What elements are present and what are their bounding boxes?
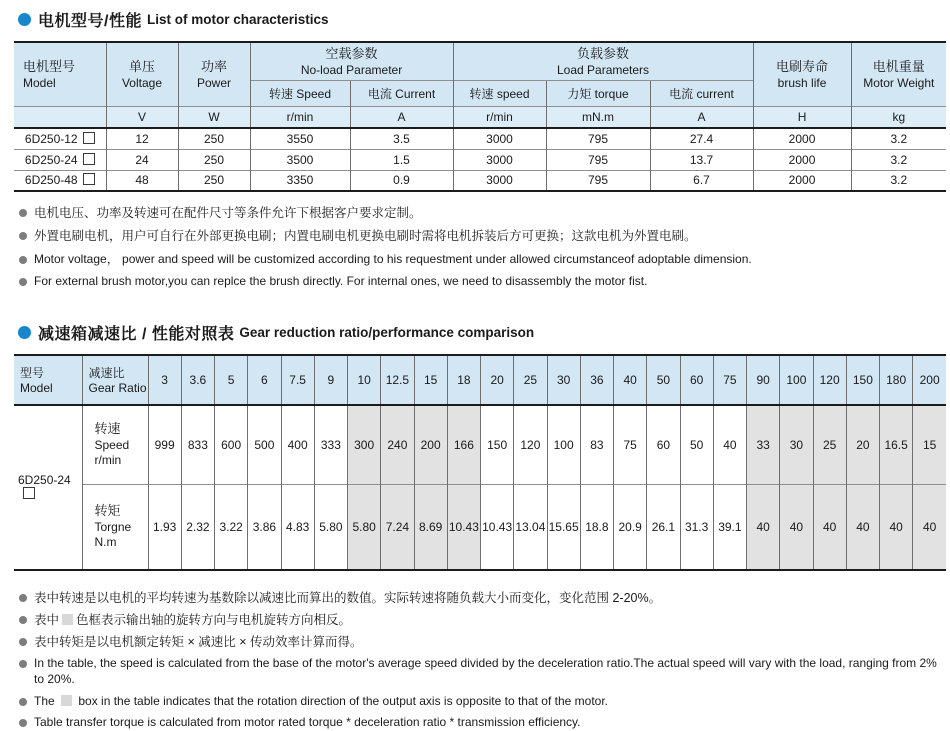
torque-cell: 10.43 (481, 485, 514, 570)
speed-cell: 166 (447, 405, 480, 485)
ratio-header-cell: 9 (314, 355, 347, 405)
value-cell: 0.9 (350, 170, 453, 191)
speed-cell: 50 (680, 405, 713, 485)
sub-header-cell: 电流 current (650, 80, 753, 106)
speed-cell: 75 (614, 405, 647, 485)
ratio-header-cell: 3.6 (181, 355, 214, 405)
header-label-en: Load Parameters (556, 62, 650, 77)
speed-cell: 15 (913, 405, 946, 485)
header-label-zh: 功率 (200, 58, 227, 74)
torque-cell: 15.65 (547, 485, 580, 570)
header-label-zh: 电刷寿命 (776, 58, 829, 74)
section2-notes (14, 590, 946, 731)
motor-unit-row (14, 106, 946, 128)
note-item (14, 634, 946, 650)
note-text: 表中转速是以电机的平均转速为基数除以减速比而算出的数值。实际转速将随负载大小而变化，变化范围 2-20%。 (34, 590, 662, 605)
ratio-header-cell: 3 (148, 355, 181, 405)
note-bullet-icon (19, 256, 27, 264)
unit-cell: r/min (250, 106, 350, 128)
note-text: 表中 色框表示输出轴的旋转方向与电机旋转方向相反。 (34, 612, 352, 627)
load-group-header-cell (453, 42, 753, 80)
header-label-zh: 空载参数 (325, 45, 378, 61)
header-label-zh: 单压 (128, 58, 155, 74)
note-item (14, 590, 946, 606)
note-bullet-icon (19, 660, 27, 668)
sub-header-cell: 力矩 torque (546, 80, 650, 106)
gear-table-container (14, 354, 946, 571)
sub-header-cell: 转速 Speed (250, 80, 350, 106)
note-item (14, 694, 946, 710)
torque-cell: 31.3 (680, 485, 713, 570)
note-text: The box in the table indicates that the rotation direction of the output axis is opposite to that of the motor. (34, 693, 609, 708)
note-item (14, 205, 946, 221)
header-label-zh: 电机重量 (872, 58, 925, 74)
note-bullet-icon (19, 209, 27, 217)
speed-cell: 25 (813, 405, 846, 485)
value-cell: 3550 (250, 128, 350, 149)
unit-cell: W (178, 106, 250, 128)
brush-life-header-cell (753, 42, 851, 106)
ratio-header-cell: 180 (880, 355, 913, 405)
value-cell: 2000 (753, 128, 851, 149)
speed-cell: 20 (846, 405, 879, 485)
ratio-header-cell: 6 (248, 355, 281, 405)
model-header-cell (14, 42, 106, 106)
value-cell: 2000 (753, 149, 851, 170)
torque-cell: 3.22 (215, 485, 248, 570)
speed-cell: 30 (780, 405, 813, 485)
value-cell: 3350 (250, 170, 350, 191)
section2-title-en: Gear reduction ratio/performance comparison (239, 324, 535, 340)
gear-model-cell: 6D250-24 (14, 405, 82, 570)
note-bullet-icon (19, 638, 27, 646)
note-text: 外置电刷电机，用户可自行在外部更换电刷；内置电刷电机更换电刷时需将电机拆装后方可更换；这款电机为外置电刷。 (34, 229, 697, 244)
section2-title (18, 321, 946, 344)
value-cell: 3.2 (851, 128, 946, 149)
gear-header-row (14, 355, 946, 405)
speed-cell: 300 (348, 405, 381, 485)
gray-swatch-icon (62, 614, 73, 625)
motor-header-row-groups (14, 42, 946, 80)
value-cell: 13.7 (650, 149, 753, 170)
note-text: 表中转矩是以电机额定转矩 × 减速比 × 传动效率计算而得。 (34, 635, 363, 650)
value-cell: 3.2 (851, 149, 946, 170)
value-cell: 250 (178, 149, 250, 170)
torque-cell: 8.69 (414, 485, 447, 570)
note-item (14, 612, 946, 628)
note-item (14, 252, 946, 268)
ratio-header-cell: 200 (913, 355, 946, 405)
noload-group-header-cell (250, 42, 453, 80)
header-label-en: Model (20, 381, 53, 396)
motor-table (14, 41, 946, 192)
checkbox-outline-icon (83, 132, 95, 144)
value-cell: 795 (546, 170, 650, 191)
torque-cell: 40 (846, 485, 879, 570)
motor-table-row (14, 149, 946, 170)
torque-cell: 40 (913, 485, 946, 570)
torque-label-zh: 转矩 (94, 502, 121, 518)
gear-table (14, 354, 946, 571)
torque-cell: 5.80 (314, 485, 347, 570)
motor-table-row (14, 128, 946, 149)
torque-cell: 4.83 (281, 485, 314, 570)
motor-weight-header-cell (851, 42, 946, 106)
speed-cell: 240 (381, 405, 414, 485)
header-label-en: Model (23, 75, 56, 90)
ratio-header-cell: 60 (680, 355, 713, 405)
speed-cell: 200 (414, 405, 447, 485)
speed-label-zh: 转速 (94, 420, 121, 436)
ratio-header-cell: 120 (813, 355, 846, 405)
header-label-zh: 电机型号 (23, 58, 76, 74)
note-bullet-icon (19, 278, 27, 286)
torque-cell: 5.80 (348, 485, 381, 570)
torque-cell: 20.9 (614, 485, 647, 570)
torque-label-unit: N.m (94, 535, 117, 550)
checkbox-outline-icon (83, 173, 95, 185)
note-bullet-icon (19, 616, 27, 624)
speed-cell: 333 (314, 405, 347, 485)
value-cell: 3.5 (350, 128, 453, 149)
note-text: In the table, the speed is calculated from the base of the motor's average speed divided by the deceleration ratio.The actual speed will vary with the load, ranging from 2% to 20%. (34, 656, 937, 687)
speed-cell: 100 (547, 405, 580, 485)
note-text: 电机电压、功率及转速可在配件尺寸等条件允许下根据客户要求定制。 (34, 206, 422, 220)
section1-title (18, 8, 946, 31)
ratio-header-cell: 7.5 (281, 355, 314, 405)
voltage-header-cell (106, 42, 178, 106)
gray-swatch-icon (61, 695, 72, 706)
note-item (14, 715, 946, 731)
model-cell: 6D250-24 (14, 149, 106, 170)
header-label-en: No-load Parameter (300, 62, 403, 77)
section1-notes (14, 205, 946, 290)
value-cell: 1.5 (350, 149, 453, 170)
unit-cell: kg (851, 106, 946, 128)
ratio-header-cell: 18 (447, 355, 480, 405)
unit-cell: A (350, 106, 453, 128)
unit-cell: A (650, 106, 753, 128)
torque-cell: 40 (880, 485, 913, 570)
torque-cell: 18.8 (580, 485, 613, 570)
torque-cell: 3.86 (248, 485, 281, 570)
header-label-zh: 减速比 (88, 366, 125, 381)
model-cell: 6D250-12 (14, 128, 106, 149)
ratio-header-cell: 25 (514, 355, 547, 405)
speed-label-en: Speed (94, 437, 130, 452)
unit-cell: H (753, 106, 851, 128)
model-cell: 6D250-48 (14, 170, 106, 191)
torque-cell: 40 (780, 485, 813, 570)
ratio-header-cell: 100 (780, 355, 813, 405)
power-header-cell (178, 42, 250, 106)
speed-cell: 833 (181, 405, 214, 485)
speed-label-unit: r/min (94, 453, 122, 468)
value-cell: 250 (178, 128, 250, 149)
speed-cell: 60 (647, 405, 680, 485)
header-label-en: Voltage (121, 75, 163, 90)
ratio-header-cell: 150 (846, 355, 879, 405)
header-label-zh: 型号 (20, 366, 45, 381)
header-label-en: Power (196, 75, 231, 90)
section1-title-en: List of motor characteristics (146, 12, 329, 27)
section2-title-zh: 减速箱减速比 / 性能对照表 (38, 325, 235, 343)
value-cell: 795 (546, 128, 650, 149)
torque-cell: 10.43 (447, 485, 480, 570)
value-cell: 12 (106, 128, 178, 149)
unit-cell: V (106, 106, 178, 128)
header-label-en: brush life (777, 75, 827, 90)
note-text: Table transfer torque is calculated from motor rated torque * deceleration ratio * transmission efficiency. (34, 715, 581, 730)
note-item (14, 656, 946, 687)
note-text: Motor voltage， power and speed will be customized according to his requestment under allowed circumstanceof adoptable dimension. (34, 251, 752, 266)
value-cell: 24 (106, 149, 178, 170)
torque-cell: 1.93 (148, 485, 181, 570)
blue-bullet-icon (18, 13, 31, 26)
value-cell: 795 (546, 149, 650, 170)
value-cell: 2000 (753, 170, 851, 191)
speed-cell: 40 (713, 405, 746, 485)
ratio-header-cell: 10 (348, 355, 381, 405)
speed-cell: 999 (148, 405, 181, 485)
header-label-en: Motor Weight (863, 75, 935, 90)
torque-cell: 7.24 (381, 485, 414, 570)
ratio-header-cell: 90 (747, 355, 780, 405)
unit-cell: r/min (453, 106, 546, 128)
speed-cell: 83 (580, 405, 613, 485)
note-bullet-icon (19, 698, 27, 706)
value-cell: 3000 (453, 149, 546, 170)
note-bullet-icon (19, 232, 27, 240)
header-label-en: Gear Ratio (88, 381, 147, 396)
unit-empty-cell (14, 106, 106, 128)
note-bullet-icon (19, 719, 27, 727)
torque-cell: 40 (747, 485, 780, 570)
value-cell: 3000 (453, 128, 546, 149)
gear-ratio-header-cell (82, 355, 148, 405)
checkbox-outline-icon (23, 487, 35, 499)
value-cell: 27.4 (650, 128, 753, 149)
value-cell: 6.7 (650, 170, 753, 191)
torque-cell: 13.04 (514, 485, 547, 570)
unit-cell: mN.m (546, 106, 650, 128)
speed-cell: 500 (248, 405, 281, 485)
ratio-header-cell: 75 (713, 355, 746, 405)
sub-header-cell: 转速 speed (453, 80, 546, 106)
gear-speed-row (14, 405, 946, 485)
checkbox-outline-icon (83, 153, 95, 165)
note-item (14, 274, 946, 290)
speed-label-cell (82, 405, 148, 485)
value-cell: 48 (106, 170, 178, 191)
note-bullet-icon (19, 594, 27, 602)
ratio-header-cell: 20 (481, 355, 514, 405)
blue-bullet-icon (18, 326, 31, 339)
speed-cell: 600 (215, 405, 248, 485)
torque-cell: 2.32 (181, 485, 214, 570)
value-cell: 250 (178, 170, 250, 191)
gear-model-header-cell (14, 355, 82, 405)
torque-label-cell (82, 485, 148, 570)
value-cell: 3000 (453, 170, 546, 191)
speed-cell: 400 (281, 405, 314, 485)
motor-table-container (14, 41, 946, 192)
motor-table-row (14, 170, 946, 191)
sub-header-cell: 电流 Current (350, 80, 453, 106)
note-item (14, 228, 946, 244)
note-text: For external brush motor,you can replce the brush directly. For internal ones, we need to disassembly the motor fist. (34, 274, 648, 289)
ratio-header-cell: 5 (215, 355, 248, 405)
speed-cell: 150 (481, 405, 514, 485)
speed-cell: 120 (514, 405, 547, 485)
ratio-header-cell: 30 (547, 355, 580, 405)
gear-torque-row (14, 485, 946, 570)
torque-label-en: Torgne (94, 519, 132, 534)
ratio-header-cell: 12.5 (381, 355, 414, 405)
section1-title-zh: 电机型号/性能 (38, 13, 142, 30)
ratio-header-cell: 40 (614, 355, 647, 405)
value-cell: 3500 (250, 149, 350, 170)
ratio-header-cell: 15 (414, 355, 447, 405)
speed-cell: 33 (747, 405, 780, 485)
torque-cell: 40 (813, 485, 846, 570)
speed-cell: 16.5 (880, 405, 913, 485)
torque-cell: 26.1 (647, 485, 680, 570)
ratio-header-cell: 36 (580, 355, 613, 405)
value-cell: 3.2 (851, 170, 946, 191)
header-label-zh: 负载参数 (577, 45, 630, 61)
ratio-header-cell: 50 (647, 355, 680, 405)
torque-cell: 39.1 (713, 485, 746, 570)
